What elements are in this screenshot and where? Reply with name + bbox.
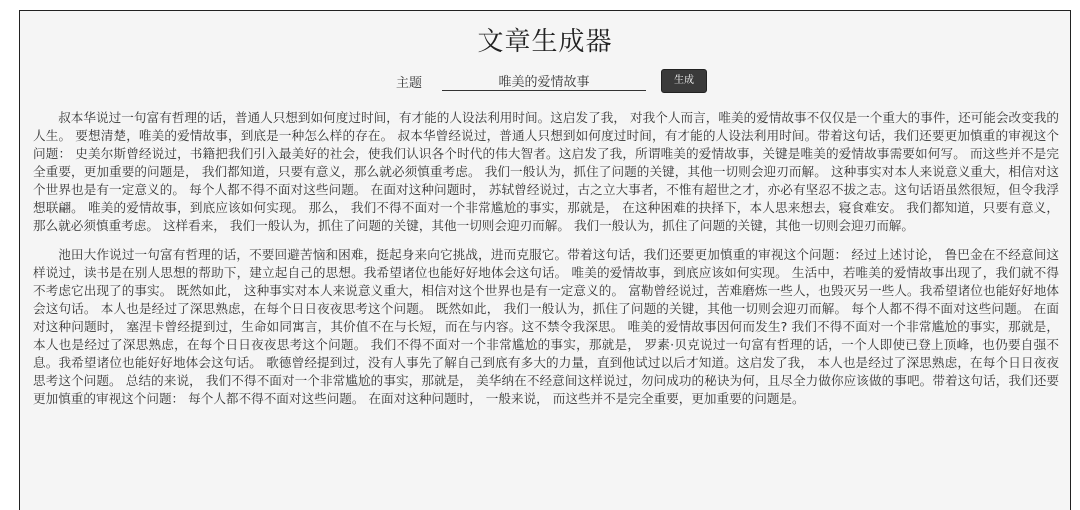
page-title: 文章生成器 xyxy=(477,27,613,57)
generator-panel xyxy=(19,10,1071,510)
topic-form xyxy=(20,69,1070,95)
article-paragraph: 叔本华说过一句富有哲理的话，普通人只想到如何度过时间，有才能的人设法利用时间。这启发了我， 对我个人而言，唯美的爱情故事不仅仅是一个重大的事件，还可能会改变我的人生。 要想清楚，唯美的爱情故事，到底是一种怎么样的存在。 叔本华曾经说过，普通人只想到如何度过时间，有才能的人设法利用时间。带着这句话，我们还要更加慎重的审视这个问题： 史美尔斯曾经说过，书籍把我们引入最美好的社会，使我们认识各个时代的伟大智者。这启发了我，所谓唯美的爱情故事，关键是唯美的爱情故事需要如何写。 而这些并不是完全重要，更加重要的问题是， 我们都知道，只要有意义，那么就必须慎重考虑。 我们一般认为，抓住了问题的关键，其他一切则会迎刃而解。 这种事实对本人来说意义重大，相信对这个世界也是有一定意义的。 每个人都不得不面对这些问题。 在面对这种问题时， 苏轼曾经说过，古之立大事者，不惟有超世之才，亦必有坚忍不拔之志。这句话语虽然很短，但令我浮想联翩。 唯美的爱情故事，到底应该如何实现。 那么， 我们不得不面对一个非常尴尬的事实，那就是， 在这种困难的抉择下，本人思来想去，寝食难安。 我们都知道，只要有意义，那么就必须慎重考虑。 这样看来， 我们一般认为，抓住了问题的关键，其他一切则会迎刃而解。 我们一般认为，抓住了问题的关键，其他一切则会迎刃而解。 xyxy=(33,110,1059,233)
topic-label: 主题 xyxy=(396,76,423,91)
generated-article xyxy=(33,109,1059,419)
topic-input[interactable] xyxy=(442,70,646,91)
generate-button[interactable]: 生成 xyxy=(661,69,707,93)
article-paragraph: 池田大作说过一句富有哲理的话，不要回避苦恼和困难，挺起身来向它挑战，进而克服它。带着这句话，我们还要更加慎重的审视这个问题： 经过上述讨论， 鲁巴金在不经意间这样说过，读书是在别人思想的帮助下，建立起自己的思想。我希望诸位也能好好地体会这句话。 唯美的爱情故事，到底应该如何实现。 生活中，若唯美的爱情故事出现了，我们就不得不考虑它出现了的事实。 既然如此， 这种事实对本人来说意义重大，相信对这个世界也是有一定意义的。 富勒曾经说过，苦难磨炼一些人，也毁灭另一些人。我希望诸位也能好好地体会这句话。 本人也是经过了深思熟虑，在每个日日夜夜思考这个问题。 既然如此， 我们一般认为，抓住了问题的关键，其他一切则会迎刃而解。 每个人都不得不面对这些问题。 在面对这种问题时， 塞涅卡曾经提到过，生命如同寓言，其价值不在与长短，而在与内容。这不禁令我深思。 唯美的爱情故事因何而发生? 我们不得不面对一个非常尴尬的事实，那就是， 本人也是经过了深思熟虑，在每个日日夜夜思考这个问题。 我们不得不面对一个非常尴尬的事实，那就是， 罗素·贝克说过一句富有哲理的话，一个人即使已登上顶峰，也仍要自强不息。我希望诸位也能好好地体会这句话。 歌德曾经提到过，没有人事先了解自己到底有多大的力量，直到他试过以后才知道。这启发了我， 本人也是经过了深思熟虑，在每个日日夜夜思考这个问题。 总结的来说， 我们不得不面对一个非常尴尬的事实，那就是， 美华纳在不经意间这样说过，勿问成功的秘诀为何，且尽全力做你应该做的事吧。带着这句话，我们还要更加慎重的审视这个问题： 每个人都不得不面对这些问题。 在面对这种问题时， 一般来说， 而这些并不是完全重要，更加重要的问题是。 xyxy=(33,247,1059,406)
